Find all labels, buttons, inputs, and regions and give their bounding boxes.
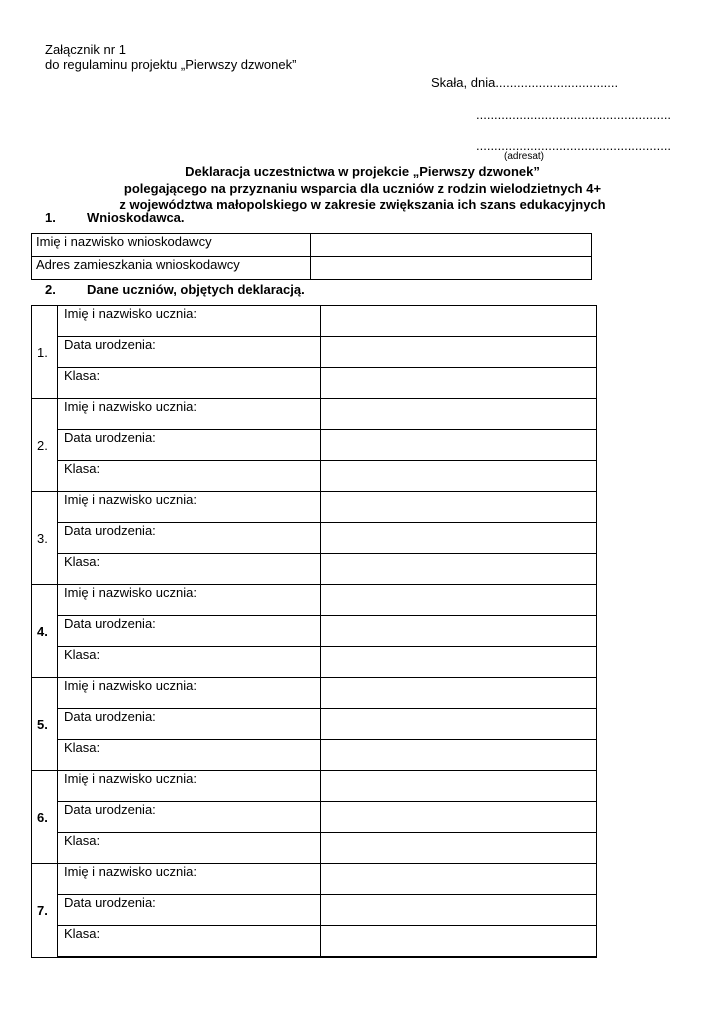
students-table xyxy=(31,305,597,958)
table-row xyxy=(32,554,597,585)
table-row xyxy=(32,926,597,958)
student-class-label: Klasa: xyxy=(58,833,321,864)
student-class-field[interactable] xyxy=(321,833,597,864)
student-class-field[interactable] xyxy=(321,647,597,678)
addressee-line-1[interactable]: ...................................................... xyxy=(476,107,672,122)
table-row xyxy=(32,864,597,895)
student-birthdate-field[interactable] xyxy=(321,430,597,461)
document-title-line-2: polegającego na przyznaniu wsparcia dla uczniów z rodzin wielodzietnych 4+ xyxy=(123,181,602,196)
place-date-field[interactable]: Skała, dnia.................................. xyxy=(431,75,619,90)
document-title-line-3: z województwa małopolskiego w zakresie zwiększania ich szans edukacyjnych xyxy=(119,197,606,212)
student-name-field[interactable] xyxy=(321,492,597,523)
table-row xyxy=(32,740,597,771)
student-number: 1. xyxy=(32,306,58,399)
student-name-field[interactable] xyxy=(321,864,597,895)
table-row xyxy=(32,616,597,647)
student-birthdate-label: Data urodzenia: xyxy=(58,523,321,554)
student-class-field[interactable] xyxy=(321,740,597,771)
student-name-label: Imię i nazwisko ucznia: xyxy=(58,492,321,523)
student-birthdate-field[interactable] xyxy=(321,709,597,740)
applicant-address-field[interactable] xyxy=(311,257,592,280)
student-class-field[interactable] xyxy=(321,554,597,585)
table-row xyxy=(32,647,597,678)
student-class-field[interactable] xyxy=(321,461,597,492)
applicant-address-label: Adres zamieszkania wnioskodawcy xyxy=(32,257,311,280)
addressee-line-2[interactable]: ...................................................... xyxy=(476,138,672,153)
table-row xyxy=(32,523,597,554)
student-class-label: Klasa: xyxy=(58,647,321,678)
student-name-label: Imię i nazwisko ucznia: xyxy=(58,306,321,337)
table-row xyxy=(32,257,592,280)
addressee-caption: (adresat) xyxy=(504,151,545,162)
student-class-label: Klasa: xyxy=(58,926,321,958)
table-row xyxy=(32,771,597,802)
student-number: 7. xyxy=(32,864,58,958)
student-birthdate-label: Data urodzenia: xyxy=(58,802,321,833)
student-class-field[interactable] xyxy=(321,926,597,958)
student-name-field[interactable] xyxy=(321,399,597,430)
student-name-label: Imię i nazwisko ucznia: xyxy=(58,771,321,802)
section-applicant-heading xyxy=(45,210,445,226)
student-birthdate-field[interactable] xyxy=(321,523,597,554)
table-row xyxy=(32,461,597,492)
student-name-label: Imię i nazwisko ucznia: xyxy=(58,399,321,430)
student-name-field[interactable] xyxy=(321,585,597,616)
student-birthdate-label: Data urodzenia: xyxy=(58,709,321,740)
applicant-name-field[interactable] xyxy=(311,234,592,257)
student-name-label: Imię i nazwisko ucznia: xyxy=(58,678,321,709)
table-row xyxy=(32,337,597,368)
table-row xyxy=(32,430,597,461)
applicant-name-label: Imię i nazwisko wnioskodawcy xyxy=(32,234,311,257)
table-row xyxy=(32,368,597,399)
student-class-label: Klasa: xyxy=(58,461,321,492)
table-row xyxy=(32,585,597,616)
applicant-table xyxy=(31,233,592,280)
section-title: Wnioskodawca. xyxy=(87,210,185,225)
table-row xyxy=(32,399,597,430)
student-birthdate-field[interactable] xyxy=(321,337,597,368)
table-row xyxy=(32,492,597,523)
student-birthdate-field[interactable] xyxy=(321,616,597,647)
student-birthdate-field[interactable] xyxy=(321,802,597,833)
student-birthdate-label: Data urodzenia: xyxy=(58,616,321,647)
student-name-label: Imię i nazwisko ucznia: xyxy=(58,585,321,616)
table-row xyxy=(32,833,597,864)
table-row xyxy=(32,234,592,257)
student-name-field[interactable] xyxy=(321,771,597,802)
student-number: 2. xyxy=(32,399,58,492)
student-number: 6. xyxy=(32,771,58,864)
student-class-field[interactable] xyxy=(321,368,597,399)
table-row xyxy=(32,895,597,926)
table-row xyxy=(32,306,597,337)
table-row xyxy=(32,802,597,833)
student-name-label: Imię i nazwisko ucznia: xyxy=(58,864,321,895)
student-class-label: Klasa: xyxy=(58,740,321,771)
section-students-heading xyxy=(45,282,445,298)
student-class-label: Klasa: xyxy=(58,554,321,585)
table-row xyxy=(32,709,597,740)
student-name-field[interactable] xyxy=(321,306,597,337)
section-number: 2. xyxy=(45,282,56,297)
student-name-field[interactable] xyxy=(321,678,597,709)
document-title: Deklaracja uczestnictwa w projekcie „Pierwszy dzwonek” xyxy=(185,164,540,179)
section-number: 1. xyxy=(45,210,56,225)
student-number: 3. xyxy=(32,492,58,585)
student-number: 5. xyxy=(32,678,58,771)
attachment-label: Załącznik nr 1 xyxy=(45,42,126,57)
table-row xyxy=(32,678,597,709)
student-birthdate-label: Data urodzenia: xyxy=(58,430,321,461)
regulation-reference: do regulaminu projektu „Pierwszy dzwonek” xyxy=(45,57,297,72)
student-birthdate-label: Data urodzenia: xyxy=(58,337,321,368)
student-class-label: Klasa: xyxy=(58,368,321,399)
section-title: Dane uczniów, objętych deklaracją. xyxy=(87,282,305,297)
student-number: 4. xyxy=(32,585,58,678)
student-birthdate-field[interactable] xyxy=(321,895,597,926)
student-birthdate-label: Data urodzenia: xyxy=(58,895,321,926)
